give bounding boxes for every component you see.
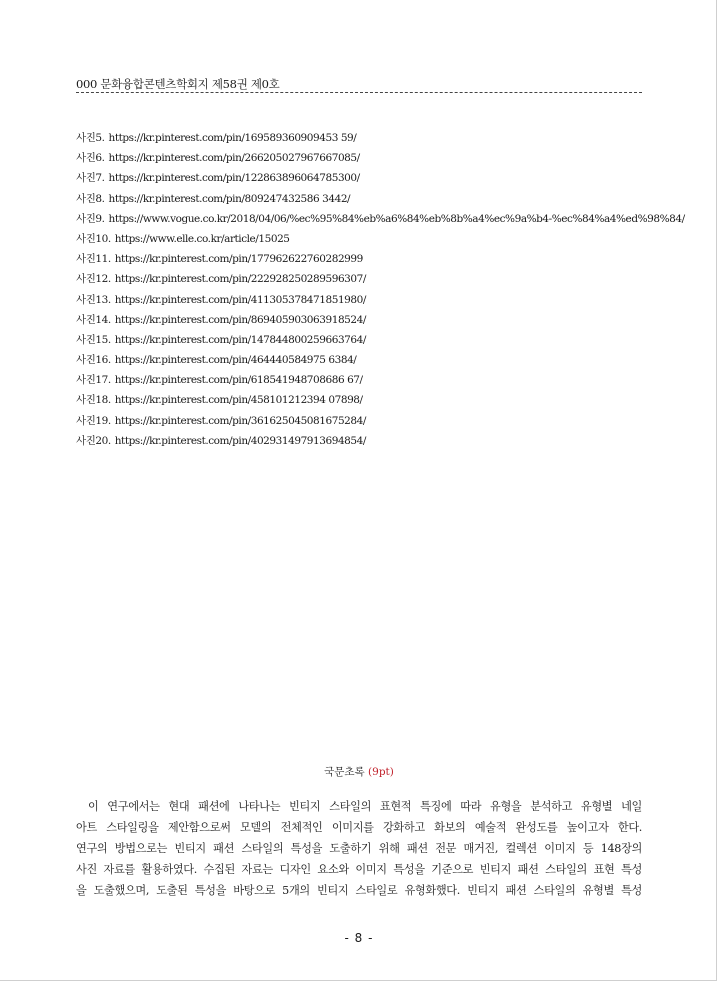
reference-url[interactable]: https://kr.pinterest.com/pin/402931497913694854/ [114,434,366,447]
reference-url[interactable]: https://kr.pinterest.com/pin/411305378471851980/ [114,293,366,306]
reference-label: 사진15. [76,333,111,346]
abstract-size-note: (9pt) [368,766,394,778]
abstract-line: 사진 자료를 활용하였다. 수집된 자료는 디자인 요소와 이미지 특성을 기준으로 빈티지 패션 스타일의 표현 특성 [76,863,642,876]
reference-label: 사진17. [76,374,111,387]
abstract-line: 아트 스타일링을 제안함으로써 모델의 전체적인 이미지를 강화하고 화보의 예술적 완성도를 높이고자 한다. [76,821,642,834]
photo-reference-list [76,128,685,451]
reference-label: 사진16. [76,354,111,367]
reference-item [76,168,656,188]
running-header: 000 문화융합콘텐츠학회지 제58권 제0호 [76,77,280,91]
reference-url[interactable]: https://kr.pinterest.com/pin/177962622760282999 [114,253,363,266]
reference-label: 사진6. [76,152,105,165]
reference-url[interactable]: https://kr.pinterest.com/pin/169589360909453 59/ [108,132,357,144]
abstract-line: 연구의 방법으로는 빈티지 패션 스타일의 특성을 도출하기 위해 패션 전문 매거진, 컬렉션 이미지 등 148장의 [76,842,642,855]
reference-item [76,209,685,229]
reference-item [76,229,656,249]
reference-label: 사진13. [76,293,111,306]
reference-label: 사진8. [76,192,105,205]
reference-label: 사진11. [76,253,111,266]
reference-item [76,330,656,350]
reference-url[interactable]: https://kr.pinterest.com/pin/361625045081675284/ [114,414,366,427]
reference-url[interactable]: https://kr.pinterest.com/pin/122863896064785300/ [108,172,360,185]
abstract-body [76,796,642,901]
reference-label: 사진18. [76,394,111,407]
page-number: - 8 - [344,931,374,945]
abstract-line: 이 연구에서는 현대 패션에 나타나는 빈티지 스타일의 표현적 특징에 따라 유형을 분석하고 유형별 네일 [88,800,642,813]
abstract-line: 을 도출했으며, 도출된 특성을 바탕으로 5개의 빈티지 스타일로 유형화했다. 빈티지 패션 스타일의 유형별 특성 [76,884,642,897]
reference-url[interactable]: https://kr.pinterest.com/pin/266205027967667085/ [108,152,360,165]
reference-url[interactable]: https://kr.pinterest.com/pin/147844800259663764/ [114,333,366,346]
reference-item [76,411,656,431]
reference-url[interactable]: https://kr.pinterest.com/pin/464440584975 6384/ [114,354,357,367]
reference-label: 사진10. [76,232,111,245]
reference-item [76,370,656,390]
reference-item [76,390,656,410]
reference-item [76,290,656,310]
reference-url[interactable]: https://kr.pinterest.com/pin/222928250289596307/ [114,273,366,286]
reference-item [76,189,656,209]
reference-label: 사진7. [76,172,105,185]
reference-item [76,128,656,148]
reference-label: 사진14. [76,313,111,326]
reference-label: 사진9. [76,212,105,225]
reference-item [76,249,656,269]
reference-label: 사진20. [76,434,111,447]
reference-url[interactable]: https://www.elle.co.kr/article/15025 [114,232,290,245]
reference-item [76,148,656,168]
abstract-heading [0,764,718,779]
reference-item [76,269,656,289]
reference-url[interactable]: https://www.vogue.co.kr/2018/04/06/%ec%95%84%eb%a6%84%eb%8b%a4%ec%9a%b4-%ec%84%a4%ed%98%84/ [108,212,685,225]
reference-item [76,350,656,370]
reference-label: 사진12. [76,273,111,286]
reference-url[interactable]: https://kr.pinterest.com/pin/869405903063918524/ [114,313,366,326]
header-divider [76,92,642,93]
reference-url[interactable]: https://kr.pinterest.com/pin/618541948708686 67/ [114,374,363,387]
reference-label: 사진19. [76,414,111,427]
reference-item [76,431,656,451]
reference-url[interactable]: https://kr.pinterest.com/pin/458101212394 07898/ [114,394,363,407]
abstract-title: 국문초록 [324,766,365,778]
reference-label: 사진5. [76,132,105,144]
reference-url[interactable]: https://kr.pinterest.com/pin/809247432586 3442/ [108,192,351,205]
reference-item [76,310,656,330]
